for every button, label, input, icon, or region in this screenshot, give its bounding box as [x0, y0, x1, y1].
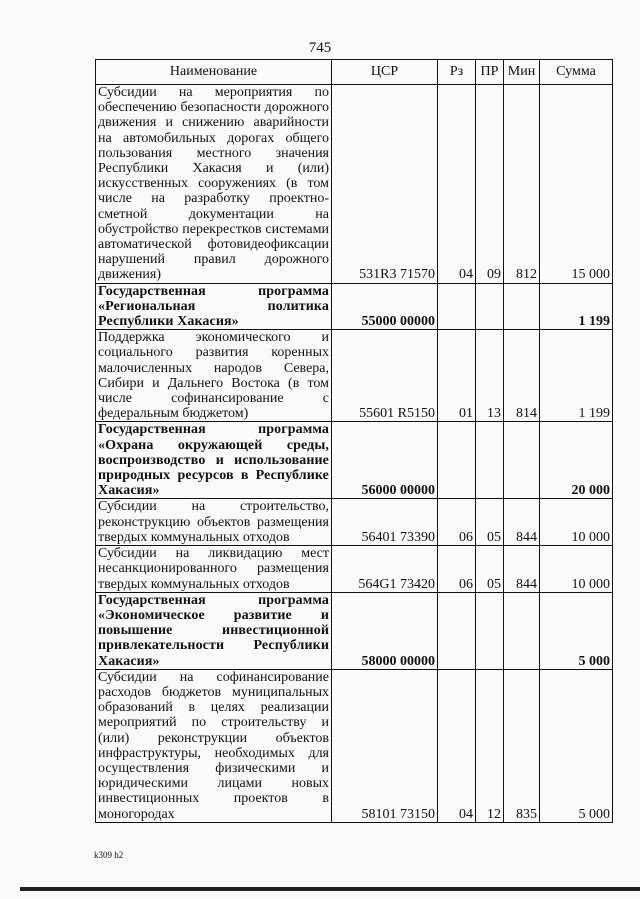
table-row — [96, 85, 613, 284]
table-row — [96, 499, 613, 546]
row-rz — [438, 422, 476, 499]
row-sum: 5 000 — [540, 669, 613, 822]
row-csr: 58000 00000 — [332, 592, 438, 669]
row-sum: 10 000 — [540, 546, 613, 593]
row-sum: 1 199 — [540, 283, 613, 330]
row-min: 814 — [504, 330, 540, 422]
row-min: 835 — [504, 669, 540, 822]
row-rz: 06 — [438, 499, 476, 546]
row-min: 844 — [504, 546, 540, 593]
row-sum: 5 000 — [540, 592, 613, 669]
scan-edge-divider — [20, 887, 640, 891]
table-row-program — [96, 283, 613, 330]
row-name: Субсидии на строительство, реконструкцию объектов размещения твердых коммунальных отходов — [96, 499, 332, 546]
row-pr: 05 — [476, 499, 504, 546]
budget-table — [95, 59, 613, 823]
table-row — [96, 669, 613, 822]
row-csr: 531R3 71570 — [332, 85, 438, 284]
row-rz — [438, 592, 476, 669]
header-min: Мин — [504, 60, 540, 85]
row-rz: 04 — [438, 669, 476, 822]
row-name: Субсидии на ликвидацию мест несанкционированного размещения твердых коммунальных отходов — [96, 546, 332, 593]
table-row — [96, 330, 613, 422]
header-pr: ПР — [476, 60, 504, 85]
page-number: 745 — [308, 40, 332, 56]
row-rz: 01 — [438, 330, 476, 422]
row-min — [504, 422, 540, 499]
header-name: Наименование — [96, 60, 332, 85]
table-row — [96, 546, 613, 593]
row-sum: 15 000 — [540, 85, 613, 284]
row-name: Государственная программа «Экономическое развитие и повышение инвестиционной привлекательности Республики Хакасия» — [96, 592, 332, 669]
row-min: 844 — [504, 499, 540, 546]
row-name: Субсидии на софинансирование расходов бюджетов муниципальных образований в целях реализации мероприятий по строительству и (или) реконструкции объектов инфраструктуры, необходимых для осуществления физическими и юридическими лицами новых инвестиционных проектов в моногородах — [96, 669, 332, 822]
table-row-program — [96, 422, 613, 499]
row-name: Государственная программа «Охрана окружающей среды, воспроизводство и использование природных ресурсов в Республике Хакасия» — [96, 422, 332, 499]
row-min — [504, 592, 540, 669]
row-pr — [476, 422, 504, 499]
row-sum: 1 199 — [540, 330, 613, 422]
table-row-program — [96, 592, 613, 669]
header-rz: Рз — [438, 60, 476, 85]
row-sum: 20 000 — [540, 422, 613, 499]
row-pr — [476, 592, 504, 669]
row-rz: 04 — [438, 85, 476, 284]
header-sum: Сумма — [540, 60, 613, 85]
table-header-row — [96, 60, 613, 85]
row-pr: 05 — [476, 546, 504, 593]
row-csr: 56401 73390 — [332, 499, 438, 546]
header-csr: ЦСР — [332, 60, 438, 85]
row-name: Государственная программа «Региональная политика Республики Хакасия» — [96, 283, 332, 330]
row-csr: 58101 73150 — [332, 669, 438, 822]
row-min — [504, 283, 540, 330]
row-csr: 55000 00000 — [332, 283, 438, 330]
row-pr: 09 — [476, 85, 504, 284]
row-rz — [438, 283, 476, 330]
row-pr: 12 — [476, 669, 504, 822]
row-rz: 06 — [438, 546, 476, 593]
footer-code: k309 h2 — [94, 850, 124, 860]
row-pr — [476, 283, 504, 330]
row-name: Субсидии на мероприятия по обеспечению безопасности дорожного движения и снижению аварийности на автомобильных дорогах общего пользования местного значения Республики Хакасия и (или) искусственных сооружениях (в том числе на разработку проектно-сметной документации на обустройство перекрестков системами автоматической фотовидеофиксации нарушений правил дорожного движения) — [96, 85, 332, 284]
row-name: Поддержка экономического и социального развития коренных малочисленных народов Севера, Сибири и Дальнего Востока (в том числе софинансирование с федеральным бюджетом) — [96, 330, 332, 422]
row-sum: 10 000 — [540, 499, 613, 546]
row-pr: 13 — [476, 330, 504, 422]
row-min: 812 — [504, 85, 540, 284]
row-csr: 55601 R5150 — [332, 330, 438, 422]
row-csr: 564G1 73420 — [332, 546, 438, 593]
row-csr: 56000 00000 — [332, 422, 438, 499]
